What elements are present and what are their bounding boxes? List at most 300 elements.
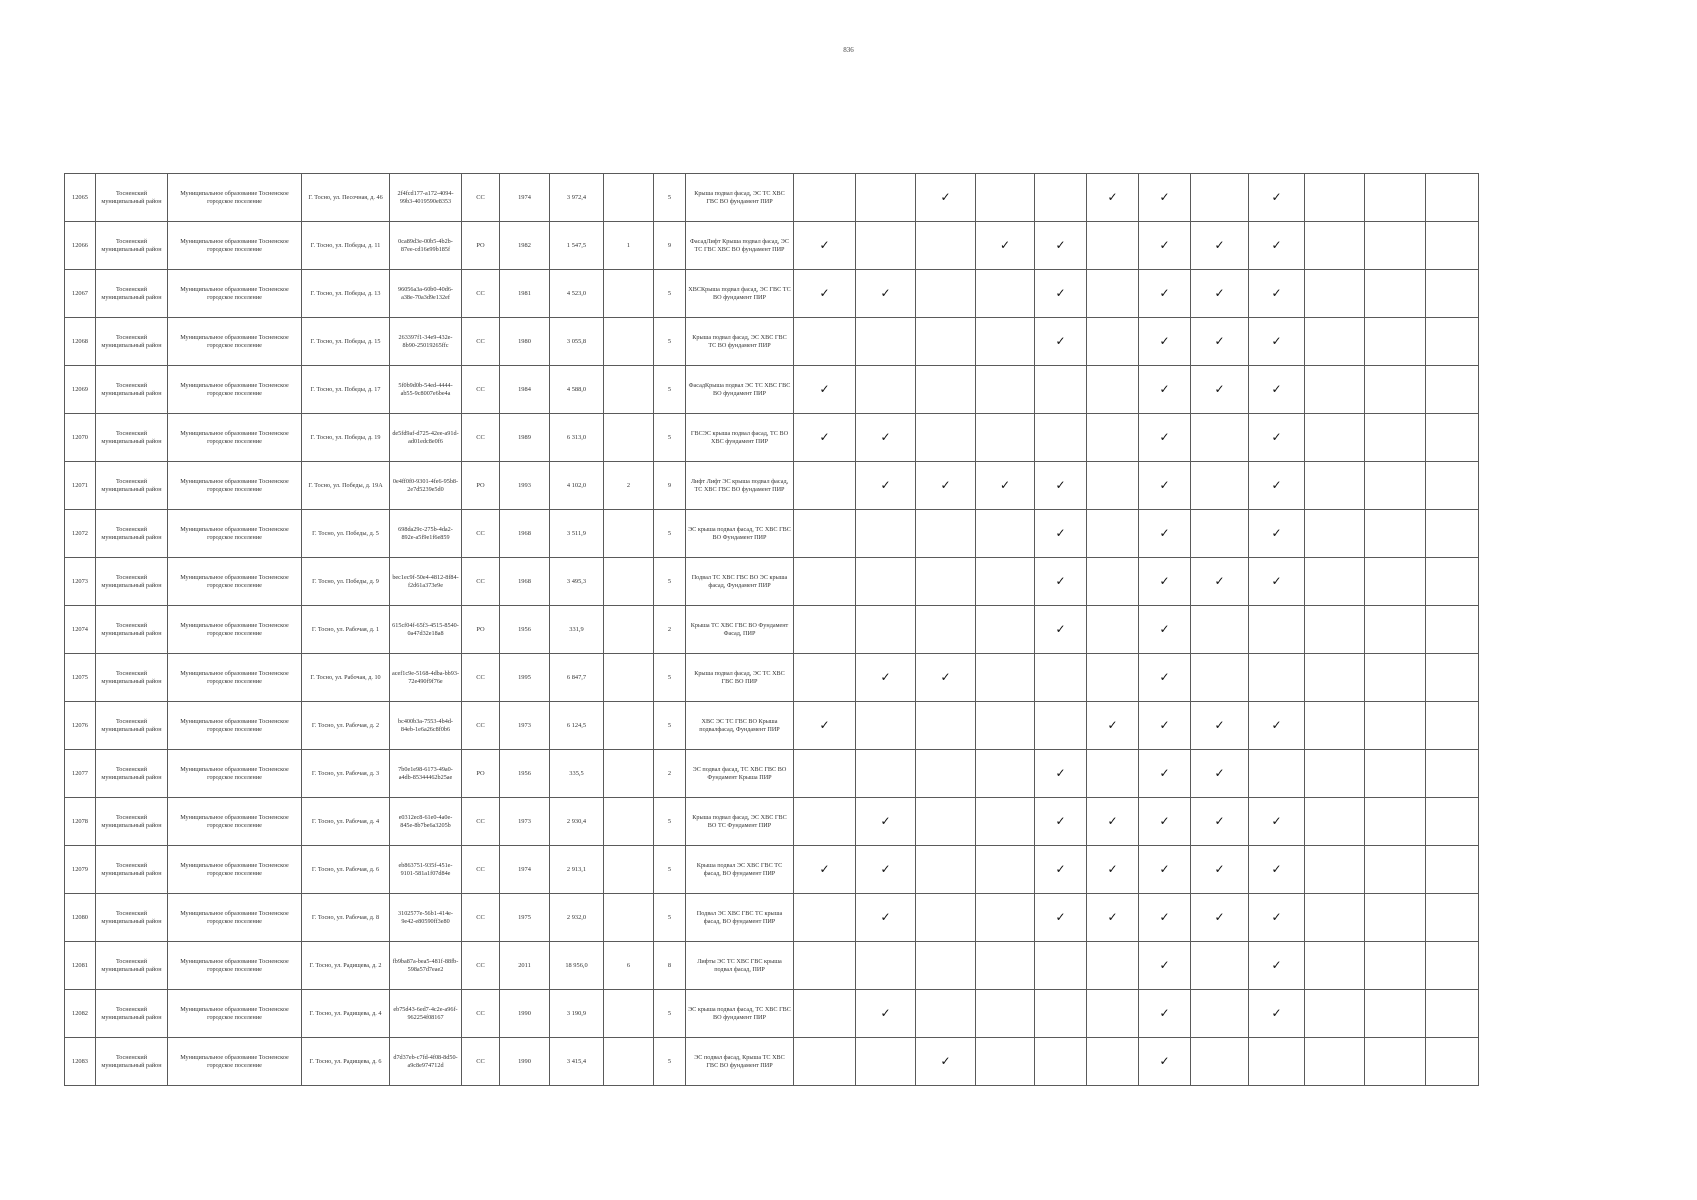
floors-cell: 5 (654, 1038, 686, 1086)
guid-cell: 698da29c-275b-4da2-892e-a5f9e1f6e859 (390, 510, 462, 558)
work-check-cell (1365, 606, 1426, 654)
area-cell: 4 102,0 (550, 462, 604, 510)
fund-type-cell: СС (462, 702, 500, 750)
check-mark-icon: ✓ (1214, 766, 1225, 780)
works-cell: ЭС крыша подвал фасад, ТС ХВС ГВС ВО фундамент ПИР (686, 990, 794, 1038)
district-cell: Тосненский муниципальный район (96, 846, 168, 894)
table-row (65, 510, 1479, 558)
check-mark-icon: ✓ (1055, 526, 1066, 540)
work-check-cell (1191, 894, 1249, 942)
district-cell: Тосненский муниципальный район (96, 894, 168, 942)
guid-cell: 2f4fcd177-a172-4094-99b3-4019590e8353 (390, 174, 462, 222)
floors-cell: 5 (654, 990, 686, 1038)
check-mark-icon: ✓ (1159, 1054, 1170, 1068)
floors-cell: 8 (654, 942, 686, 990)
year-cell: 1974 (500, 174, 550, 222)
check-mark-icon: ✓ (1159, 814, 1170, 828)
work-check-cell (1087, 462, 1139, 510)
work-check-cell (794, 366, 856, 414)
work-check-cell (856, 174, 916, 222)
municipality-cell: Муниципальное образование Тосненское городское поселение (168, 414, 302, 462)
check-mark-icon: ✓ (940, 670, 951, 684)
works-cell: Подвал ТС ХВС ГВС ВО ЭС крыша фасад, Фундамент ПИР (686, 558, 794, 606)
year-cell: 1990 (500, 1038, 550, 1086)
municipality-cell: Муниципальное образование Тосненское городское поселение (168, 750, 302, 798)
address-cell: Г. Тосно, ул. Радищева, д. 6 (302, 1038, 390, 1086)
address-cell: Г. Тосно, ул. Рабочая, д. 8 (302, 894, 390, 942)
check-mark-icon: ✓ (1271, 1006, 1282, 1020)
work-check-cell (976, 990, 1035, 1038)
check-mark-icon: ✓ (1055, 334, 1066, 348)
work-check-cell (1035, 414, 1087, 462)
area-cell: 2 913,1 (550, 846, 604, 894)
row-id: 12081 (65, 942, 96, 990)
work-check-cell (856, 702, 916, 750)
check-mark-icon: ✓ (880, 286, 891, 300)
work-check-cell (1139, 510, 1191, 558)
work-check-cell (1035, 558, 1087, 606)
works-cell: ЭС крыша подвал фасад, ТС ХВС ГВС ВО Фундамент ПИР (686, 510, 794, 558)
work-check-cell (794, 462, 856, 510)
fund-type-cell: СС (462, 846, 500, 894)
row-id: 12066 (65, 222, 96, 270)
work-check-cell (976, 270, 1035, 318)
work-check-cell (856, 318, 916, 366)
row-id: 12072 (65, 510, 96, 558)
municipality-cell: Муниципальное образование Тосненское городское поселение (168, 174, 302, 222)
work-check-cell (1035, 846, 1087, 894)
work-check-cell (1305, 270, 1365, 318)
floors-cell: 2 (654, 750, 686, 798)
work-check-cell (1365, 174, 1426, 222)
check-mark-icon: ✓ (1159, 574, 1170, 588)
work-check-cell (1249, 894, 1305, 942)
check-mark-icon: ✓ (1159, 718, 1170, 732)
work-check-cell (1426, 846, 1479, 894)
work-check-cell (1191, 318, 1249, 366)
check-mark-icon: ✓ (1159, 478, 1170, 492)
work-check-cell (856, 558, 916, 606)
work-check-cell (1139, 558, 1191, 606)
work-check-cell (1191, 702, 1249, 750)
guid-cell: 96056a3a-60b0-40d6-a38e-70a3d9e132ef (390, 270, 462, 318)
check-mark-icon: ✓ (1107, 910, 1118, 924)
table-row (65, 270, 1479, 318)
address-cell: Г. Тосно, ул. Радищева, д. 2 (302, 942, 390, 990)
address-cell: Г. Тосно, ул. Победы, д. 13 (302, 270, 390, 318)
entrances-cell (604, 318, 654, 366)
work-check-cell (1249, 414, 1305, 462)
works-cell: ХВСКрыша подвал фасад, ЭС ГВС ТС ВО фундамент ПИР (686, 270, 794, 318)
work-check-cell (856, 270, 916, 318)
work-check-cell (1139, 318, 1191, 366)
works-cell: Крыша подвал фасад, ЭС ХВС ГВС ВО ТС Фундамент ПИР (686, 798, 794, 846)
year-cell: 1981 (500, 270, 550, 318)
municipality-cell: Муниципальное образование Тосненское городское поселение (168, 894, 302, 942)
work-check-cell (794, 942, 856, 990)
work-check-cell (1305, 1038, 1365, 1086)
entrances-cell: 1 (604, 222, 654, 270)
work-check-cell (916, 990, 976, 1038)
floors-cell: 5 (654, 702, 686, 750)
row-id: 12065 (65, 174, 96, 222)
work-check-cell (1365, 894, 1426, 942)
work-check-cell (1305, 174, 1365, 222)
work-check-cell (1191, 462, 1249, 510)
work-check-cell (794, 606, 856, 654)
work-check-cell (1305, 510, 1365, 558)
work-check-cell (1365, 510, 1426, 558)
floors-cell: 5 (654, 894, 686, 942)
work-check-cell (1191, 846, 1249, 894)
check-mark-icon: ✓ (819, 286, 830, 300)
guid-cell: d7d37eb-c7fd-4f08-8d50-a9c8e974712d (390, 1038, 462, 1086)
floors-cell: 5 (654, 510, 686, 558)
check-mark-icon: ✓ (880, 814, 891, 828)
check-mark-icon: ✓ (999, 238, 1011, 252)
fund-type-cell: СС (462, 174, 500, 222)
check-mark-icon: ✓ (880, 862, 891, 876)
area-cell: 3 972,4 (550, 174, 604, 222)
work-check-cell (916, 414, 976, 462)
address-cell: Г. Тосно, ул. Рабочая, д. 3 (302, 750, 390, 798)
work-check-cell (794, 510, 856, 558)
check-mark-icon: ✓ (1159, 766, 1170, 780)
works-cell: ГВСЭС крыша подвал фасад, ТС ВО ХВС фундамент ПИР (686, 414, 794, 462)
guid-cell: eb863751-935f-451e-9101-581a1f07d84e (390, 846, 462, 894)
work-check-cell (1087, 894, 1139, 942)
floors-cell: 5 (654, 414, 686, 462)
check-mark-icon: ✓ (1271, 718, 1282, 732)
area-cell: 3 415,4 (550, 1038, 604, 1086)
work-check-cell (1139, 1038, 1191, 1086)
work-check-cell (976, 894, 1035, 942)
area-cell: 1 547,5 (550, 222, 604, 270)
work-check-cell (794, 558, 856, 606)
work-check-cell (1191, 798, 1249, 846)
work-check-cell (1035, 990, 1087, 1038)
work-check-cell (1365, 846, 1426, 894)
work-check-cell (976, 750, 1035, 798)
work-check-cell (1249, 1038, 1305, 1086)
guid-cell: 3102577e-56b1-414e-9e42-e80590ff3e80 (390, 894, 462, 942)
year-cell: 1973 (500, 798, 550, 846)
check-mark-icon: ✓ (1055, 574, 1066, 588)
work-check-cell (856, 222, 916, 270)
address-cell: Г. Тосно, ул. Радищева, д. 4 (302, 990, 390, 1038)
work-check-cell (1191, 222, 1249, 270)
work-check-cell (1139, 414, 1191, 462)
municipality-cell: Муниципальное образование Тосненское городское поселение (168, 654, 302, 702)
fund-type-cell: СС (462, 510, 500, 558)
guid-cell: 0ca89d3e-00b5-4b2b-87ee-cd16e99b185f (390, 222, 462, 270)
area-cell: 18 956,0 (550, 942, 604, 990)
work-check-cell (1139, 846, 1191, 894)
municipality-cell: Муниципальное образование Тосненское городское поселение (168, 846, 302, 894)
check-mark-icon: ✓ (1271, 430, 1282, 444)
guid-cell: acef1c9e-5168-4dba-bb93-72e490f9f76e (390, 654, 462, 702)
check-mark-icon: ✓ (1159, 382, 1170, 396)
entrances-cell: 2 (604, 462, 654, 510)
municipality-cell: Муниципальное образование Тосненское городское поселение (168, 798, 302, 846)
work-check-cell (1035, 270, 1087, 318)
work-check-cell (1139, 798, 1191, 846)
entrances-cell (604, 174, 654, 222)
work-check-cell (1305, 462, 1365, 510)
work-check-cell (1426, 558, 1479, 606)
work-check-cell (1035, 654, 1087, 702)
address-cell: Г. Тосно, ул. Победы, д. 15 (302, 318, 390, 366)
work-check-cell (856, 750, 916, 798)
work-check-cell (916, 222, 976, 270)
work-check-cell (1249, 366, 1305, 414)
table-row (65, 462, 1479, 510)
work-check-cell (1087, 942, 1139, 990)
check-mark-icon: ✓ (1055, 238, 1066, 252)
work-check-cell (1426, 798, 1479, 846)
district-cell: Тосненский муниципальный район (96, 990, 168, 1038)
work-check-cell (1249, 174, 1305, 222)
work-check-cell (1139, 990, 1191, 1038)
check-mark-icon: ✓ (819, 718, 830, 732)
fund-type-cell: РО (462, 606, 500, 654)
work-check-cell (1191, 270, 1249, 318)
check-mark-icon: ✓ (1271, 814, 1282, 828)
table-row (65, 558, 1479, 606)
floors-cell: 5 (654, 270, 686, 318)
check-mark-icon: ✓ (819, 382, 830, 396)
check-mark-icon: ✓ (880, 1006, 891, 1020)
work-check-cell (1249, 270, 1305, 318)
municipality-cell: Муниципальное образование Тосненское городское поселение (168, 462, 302, 510)
works-cell: Крыша подвал ЭС ХВС ГВС ТС фасад, ВО фундамент ПИР (686, 846, 794, 894)
municipality-cell: Муниципальное образование Тосненское городское поселение (168, 990, 302, 1038)
row-id: 12070 (65, 414, 96, 462)
works-cell: ЭС подвал фасад, Крыша ТС ХВС ГВС ВО фундамент ПИР (686, 1038, 794, 1086)
work-check-cell (1087, 558, 1139, 606)
work-check-cell (794, 990, 856, 1038)
address-cell: Г. Тосно, ул. Рабочая, д. 4 (302, 798, 390, 846)
works-cell: Крыша подвал фасад, ЭС ТС ХВС ГВС ВО ПИР (686, 654, 794, 702)
check-mark-icon: ✓ (819, 238, 830, 252)
work-check-cell (1191, 750, 1249, 798)
check-mark-icon: ✓ (1271, 958, 1282, 972)
check-mark-icon: ✓ (1159, 958, 1170, 972)
entrances-cell (604, 894, 654, 942)
floors-cell: 5 (654, 846, 686, 894)
check-mark-icon: ✓ (1214, 718, 1225, 732)
fund-type-cell: СС (462, 942, 500, 990)
work-check-cell (1087, 222, 1139, 270)
work-check-cell (1191, 1038, 1249, 1086)
row-id: 12083 (65, 1038, 96, 1086)
work-check-cell (1249, 222, 1305, 270)
work-check-cell (916, 702, 976, 750)
work-check-cell (1305, 942, 1365, 990)
row-id: 12078 (65, 798, 96, 846)
area-cell: 6 847,7 (550, 654, 604, 702)
entrances-cell (604, 990, 654, 1038)
address-cell: Г. Тосно, ул. Победы, д. 19 (302, 414, 390, 462)
work-check-cell (1191, 606, 1249, 654)
address-cell: Г. Тосно, ул. Победы, д. 17 (302, 366, 390, 414)
work-check-cell (1365, 942, 1426, 990)
work-check-cell (1426, 894, 1479, 942)
district-cell: Тосненский муниципальный район (96, 222, 168, 270)
work-check-cell (1249, 798, 1305, 846)
table-row (65, 222, 1479, 270)
work-check-cell (976, 510, 1035, 558)
work-check-cell (1365, 318, 1426, 366)
work-check-cell (1249, 702, 1305, 750)
work-check-cell (1249, 990, 1305, 1038)
table-row (65, 414, 1479, 462)
check-mark-icon: ✓ (1271, 910, 1282, 924)
work-check-cell (794, 894, 856, 942)
area-cell: 6 313,0 (550, 414, 604, 462)
guid-cell: bc400b3a-7553-4b4d-84eb-1e6a26c8f0b6 (390, 702, 462, 750)
work-check-cell (1087, 270, 1139, 318)
work-check-cell (916, 462, 976, 510)
check-mark-icon: ✓ (1159, 670, 1170, 684)
work-check-cell (1035, 318, 1087, 366)
work-check-cell (1139, 366, 1191, 414)
work-check-cell (1305, 366, 1365, 414)
work-check-cell (1087, 702, 1139, 750)
entrances-cell (604, 270, 654, 318)
work-check-cell (976, 318, 1035, 366)
municipality-cell: Муниципальное образование Тосненское городское поселение (168, 366, 302, 414)
district-cell: Тосненский муниципальный район (96, 558, 168, 606)
check-mark-icon: ✓ (940, 190, 951, 204)
work-check-cell (976, 702, 1035, 750)
row-id: 12073 (65, 558, 96, 606)
work-check-cell (976, 846, 1035, 894)
area-cell: 2 930,4 (550, 798, 604, 846)
check-mark-icon: ✓ (1271, 190, 1282, 204)
work-check-cell (916, 606, 976, 654)
floors-cell: 5 (654, 558, 686, 606)
area-cell: 4 523,0 (550, 270, 604, 318)
table-row (65, 942, 1479, 990)
row-id: 12071 (65, 462, 96, 510)
district-cell: Тосненский муниципальный район (96, 606, 168, 654)
work-check-cell (1365, 654, 1426, 702)
work-check-cell (1035, 702, 1087, 750)
table-row (65, 702, 1479, 750)
work-check-cell (794, 414, 856, 462)
row-id: 12067 (65, 270, 96, 318)
year-cell: 1975 (500, 894, 550, 942)
address-cell: Г. Тосно, ул. Рабочая, д. 2 (302, 702, 390, 750)
work-check-cell (916, 750, 976, 798)
work-check-cell (1035, 894, 1087, 942)
work-check-cell (1191, 990, 1249, 1038)
work-check-cell (976, 942, 1035, 990)
work-check-cell (1426, 942, 1479, 990)
address-cell: Г. Тосно, ул. Победы, д. 5 (302, 510, 390, 558)
work-check-cell (1365, 462, 1426, 510)
work-check-cell (1035, 750, 1087, 798)
work-check-cell (1087, 654, 1139, 702)
work-check-cell (916, 846, 976, 894)
fund-type-cell: СС (462, 654, 500, 702)
work-check-cell (1305, 558, 1365, 606)
works-cell: Подвал ЭС ХВС ГВС ТС крыша фасад, ВО фундамент ПИР (686, 894, 794, 942)
work-check-cell (794, 798, 856, 846)
area-cell: 3 495,3 (550, 558, 604, 606)
work-check-cell (856, 510, 916, 558)
check-mark-icon: ✓ (1159, 286, 1170, 300)
table-row (65, 1038, 1479, 1086)
work-check-cell (1139, 894, 1191, 942)
district-cell: Тосненский муниципальный район (96, 798, 168, 846)
fund-type-cell: РО (462, 462, 500, 510)
work-check-cell (794, 270, 856, 318)
year-cell: 1982 (500, 222, 550, 270)
year-cell: 1973 (500, 702, 550, 750)
work-check-cell (1087, 798, 1139, 846)
work-check-cell (916, 798, 976, 846)
work-check-cell (1426, 1038, 1479, 1086)
row-id: 12074 (65, 606, 96, 654)
entrances-cell (604, 414, 654, 462)
work-check-cell (1191, 558, 1249, 606)
work-check-cell (916, 654, 976, 702)
work-check-cell (1365, 558, 1426, 606)
table-row (65, 846, 1479, 894)
table-body (65, 174, 1479, 1086)
check-mark-icon: ✓ (1159, 1006, 1170, 1020)
work-check-cell (1087, 1038, 1139, 1086)
work-check-cell (1191, 414, 1249, 462)
district-cell: Тосненский муниципальный район (96, 1038, 168, 1086)
address-cell: Г. Тосно, ул. Рабочая, д. 10 (302, 654, 390, 702)
work-check-cell (916, 174, 976, 222)
municipality-cell: Муниципальное образование Тосненское городское поселение (168, 270, 302, 318)
guid-cell: eb75d43-6ed7-4c2e-a96f-962254f08167 (390, 990, 462, 1038)
floors-cell: 2 (654, 606, 686, 654)
work-check-cell (976, 174, 1035, 222)
work-check-cell (1305, 798, 1365, 846)
fund-type-cell: СС (462, 318, 500, 366)
check-mark-icon: ✓ (1159, 862, 1170, 876)
check-mark-icon: ✓ (1159, 526, 1170, 540)
work-check-cell (1087, 414, 1139, 462)
work-check-cell (1087, 318, 1139, 366)
work-check-cell (1426, 990, 1479, 1038)
check-mark-icon: ✓ (880, 430, 891, 444)
check-mark-icon: ✓ (1107, 814, 1118, 828)
year-cell: 1989 (500, 414, 550, 462)
work-check-cell (1035, 1038, 1087, 1086)
works-cell: ЭС подвал фасад, ТС ХВС ГВС ВО Фундамент Крыша ПИР (686, 750, 794, 798)
work-check-cell (1035, 462, 1087, 510)
work-check-cell (794, 702, 856, 750)
area-cell: 331,9 (550, 606, 604, 654)
work-check-cell (976, 606, 1035, 654)
municipality-cell: Муниципальное образование Тосненское городское поселение (168, 510, 302, 558)
check-mark-icon: ✓ (1159, 190, 1170, 204)
work-check-cell (976, 366, 1035, 414)
address-cell: Г. Тосно, ул. Рабочая, д. 1 (302, 606, 390, 654)
work-check-cell (794, 846, 856, 894)
year-cell: 1956 (500, 606, 550, 654)
check-mark-icon: ✓ (1055, 814, 1066, 828)
check-mark-icon: ✓ (1055, 478, 1066, 492)
year-cell: 1990 (500, 990, 550, 1038)
work-check-cell (916, 510, 976, 558)
